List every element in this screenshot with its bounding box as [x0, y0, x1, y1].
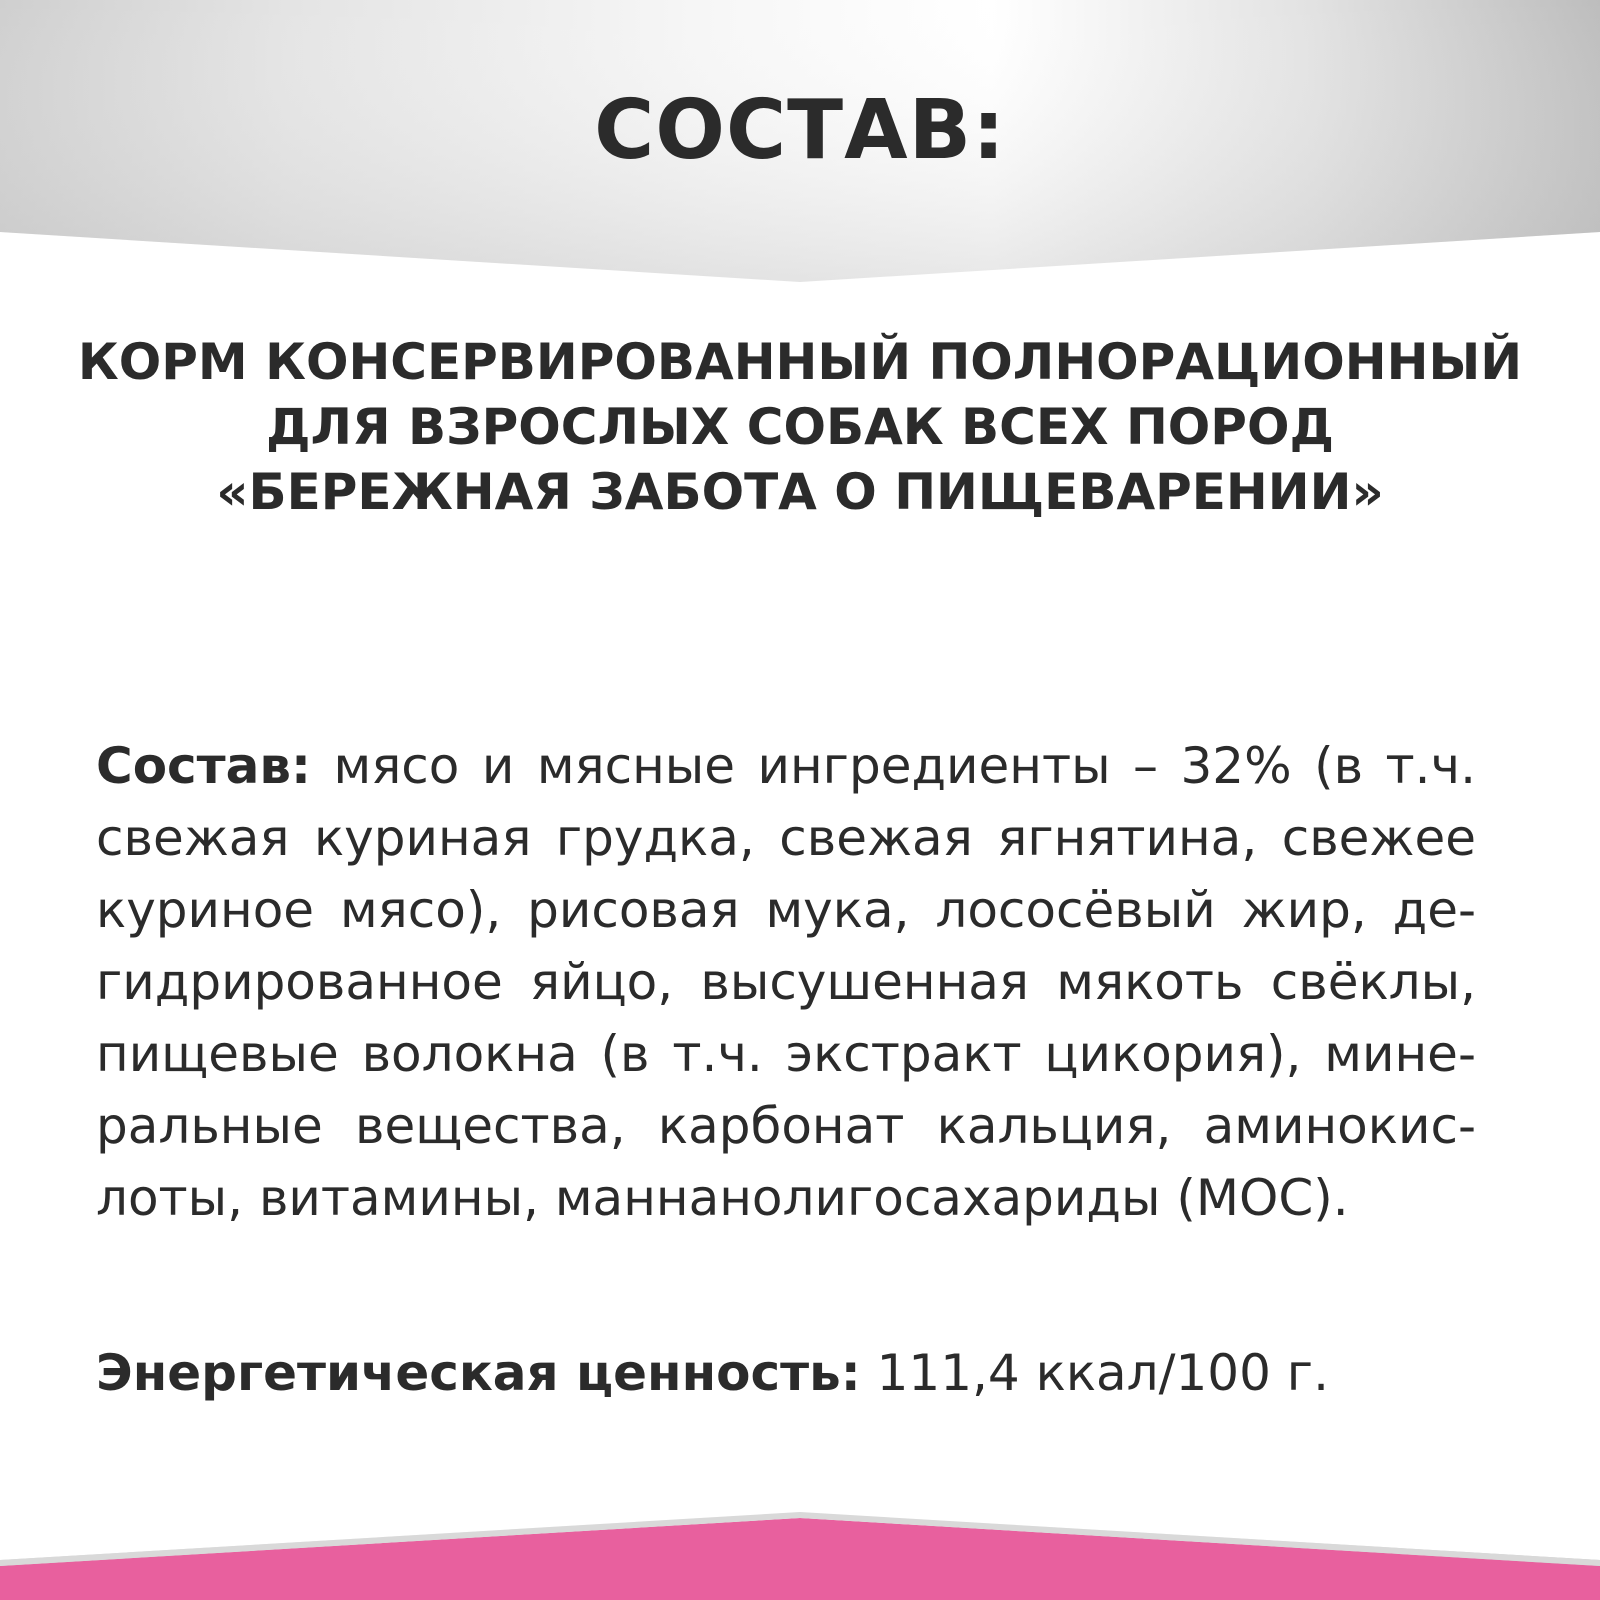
- composition-line-6: ральные вещества, карбонат кальция, аминокис-: [96, 1097, 1476, 1155]
- product-name-line-1: КОРМ КОНСЕРВИРОВАННЫЙ ПОЛНОРАЦИОННЫЙ: [77, 333, 1523, 391]
- energy-label: Энергетическая ценность:: [96, 1344, 861, 1402]
- composition-line-1: [96, 730, 1476, 802]
- page-title: СОСТАВ:: [594, 83, 1006, 178]
- composition-line-5: пищевые волокна (в т.ч. экстракт цикория), мине-: [96, 1025, 1476, 1083]
- product-name-line-3: «БЕРЕЖНАЯ ЗАБОТА О ПИЩЕВАРЕНИИ»: [216, 463, 1384, 521]
- composition-label: Состав:: [96, 737, 312, 795]
- energy-value-row: [96, 1343, 1496, 1403]
- product-name: [60, 330, 1540, 525]
- bottom-pink-stripe: [0, 1518, 1600, 1600]
- composition-line-2: свежая куриная грудка, свежая ягнятина, свежее: [96, 809, 1476, 867]
- composition-line-3: куриное мясо), рисовая мука, лососёвый жир, де-: [96, 881, 1476, 939]
- composition-line-1-text: мясо и мясные ингредиенты – 32% (в т.ч.: [311, 737, 1476, 795]
- energy-value: 111,4 ккал/100 г.: [860, 1344, 1329, 1402]
- product-name-line-2: ДЛЯ ВЗРОСЛЫХ СОБАК ВСЕХ ПОРОД: [266, 398, 1334, 456]
- composition-line-7: лоты, витамины, маннанолигосахариды (МОС).: [96, 1169, 1349, 1227]
- composition-line-4: гидрированное яйцо, высушенная мякоть свёклы,: [96, 953, 1476, 1011]
- composition-paragraph: [96, 730, 1476, 1234]
